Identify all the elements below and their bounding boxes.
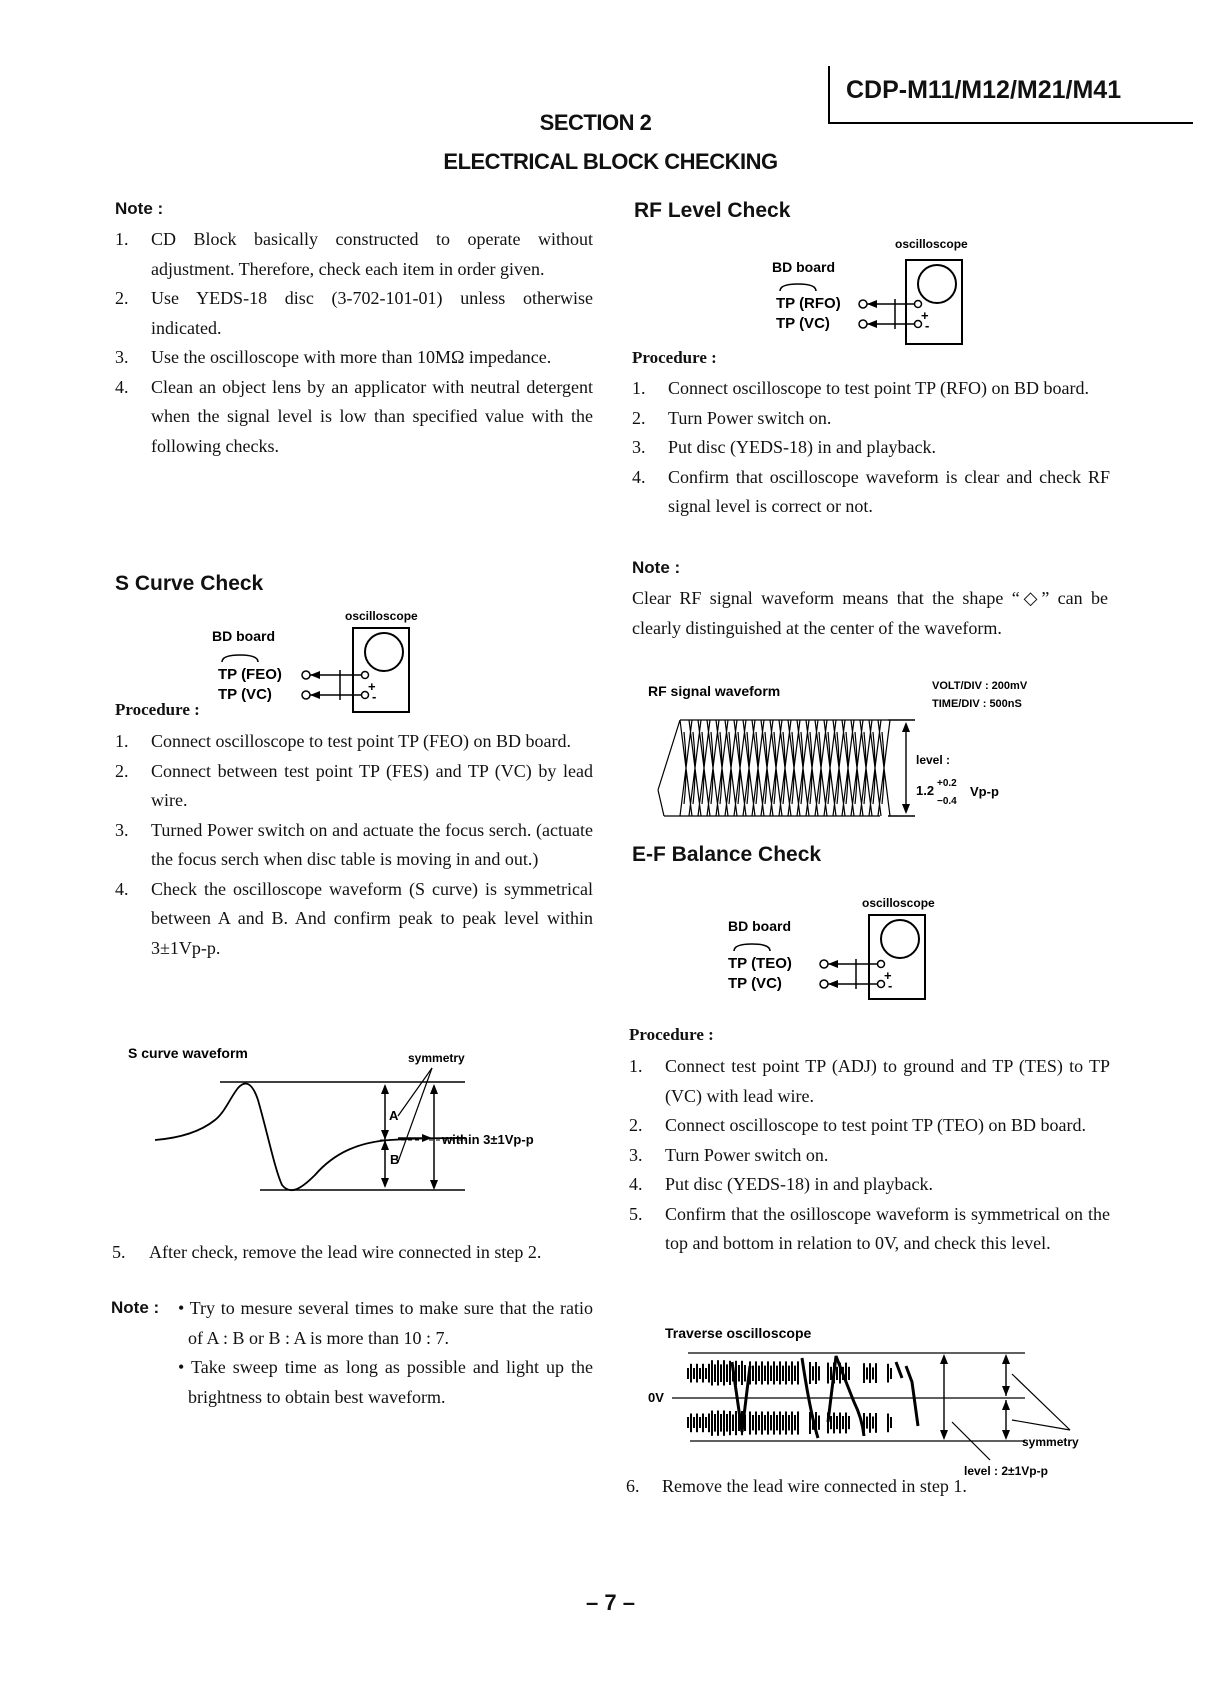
list-item: 3. Turn Power switch on. [629,1144,829,1165]
model-number: CDP-M11/M12/M21/M41 [846,76,1122,104]
s-curve-waveform [120,1040,580,1205]
note-item: • Take sweep time as long as possible and light up the brightness to obtain best waveform. [178,1357,593,1407]
ef-step6 [626,1472,1110,1502]
list-item: 1. Connect oscilloscope to test point TP (FEO) on BD board. [115,731,571,751]
rf-steps [632,374,1110,522]
traverse-signal [688,1356,918,1438]
list-item: 5. After check, remove the lead wire connected in step 2. [112,1242,542,1262]
scope-screen [918,265,956,303]
tp-vc-label: TP (VC) [776,315,830,332]
page-number: – 7 – [586,1590,635,1615]
board-label: BD board [212,628,275,644]
time-div: TIME/DIV : 500nS [932,698,1022,710]
rf-eye-pattern [658,720,890,816]
rf-note-label: Note : [632,558,681,577]
ef-balance-title: E-F Balance Check [632,843,822,866]
tp-vc-label: TP (VC) [728,975,782,992]
rf-caption: RF signal waveform [648,683,781,699]
note-label: Note : [115,199,164,218]
list-item: 3. Use the oscilloscope with more than 10MΩ impedance. [115,347,552,367]
svg-text:-: - [372,689,377,704]
symmetry-label: symmetry [408,1051,465,1065]
list-item: 2. Connect between test point TP (FES) and TP (VC) by lead wire. [115,760,593,810]
list-item: 3. Put disc (YEDS-18) in and playback. [632,437,936,457]
list-item: 5. Confirm that the osilloscope waveform is symmetrical on the top and bottom in relation to 0V, and check this level. [629,1203,1110,1253]
svg-text:1.2: 1.2 [916,783,935,798]
list-item: 2. Use YEDS-18 disc (3-702-101-01) unless otherwise indicated. [115,288,593,338]
scope-label: oscilloscope [345,609,418,623]
list-item: 4. Check the oscilloscope waveform (S curve) is symmetrical between A and B. And confirm peak to peak level within 3±1Vp-p. [115,878,593,958]
rf-procedure-label: Procedure : [632,348,717,367]
svg-text:+: + [921,308,929,323]
traverse-caption: Traverse oscilloscope [665,1325,812,1341]
scope-label: oscilloscope [895,237,968,251]
s-curve-connection-diagram [200,600,440,720]
list-item: 2. Turn Power switch on. [632,407,832,428]
ef-procedure-label: Procedure : [629,1025,714,1044]
scope-screen [881,920,919,958]
section-title: ELECTRICAL BLOCK CHECKING [443,149,778,174]
svg-text:A: A [389,1108,399,1123]
rf-level-title: RF Level Check [634,199,791,222]
section-number: SECTION 2 [539,110,652,135]
rf-connection-diagram [760,228,1000,348]
s-curve-caption: S curve waveform [128,1045,248,1061]
list-item: 1. Connect test point TP (ADJ) to ground and TP (TES) to TP (VC) with lead wire. [629,1056,1110,1106]
list-item: 1. CD Block basically constructed to operate without adjustment. Therefore, check each item in order given. [115,229,593,279]
tp-rfo-label: TP (RFO) [776,295,841,312]
svg-text:-: - [888,978,893,993]
note-item: • Try to mesure several times to make sure that the ratio of A : B or B : A is more than 10 : 7. [178,1298,593,1348]
s-curve-note-label: Note : [111,1298,160,1317]
tp-vc-label: TP (VC) [218,686,272,703]
list-item: 4. Clean an object lens by an applicator with neutral detergent when the signal level is low than specified value with the following checks. [115,376,593,456]
svg-text:+: + [884,968,892,983]
board-label: BD board [772,259,835,275]
svg-text:level :: level : [916,753,951,767]
tp-feo-label: TP (FEO) [218,666,282,683]
rf-hatch [658,720,890,816]
list-item: 2. Connect oscilloscope to test point TP (TEO) on BD board. [629,1115,1086,1135]
volt-div: VOLT/DIV : 200mV [932,680,1028,692]
level-label: level : 2±1Vp-p [964,1464,1048,1478]
list-item: 3. Turned Power switch on and actuate the focus serch. (actuate the focus serch when disc table is moving in and out.) [115,819,593,869]
tp-teo-label: TP (TEO) [728,955,792,972]
svg-text:−0.4: −0.4 [937,796,957,807]
rf-note-text: Clear RF signal waveform means that the shape “◇” can be clearly distinguished at the center of the waveform. [632,588,1108,638]
ef-connection-diagram [716,893,956,1013]
svg-text:B: B [390,1152,400,1167]
s-curve-title: S Curve Check [115,572,264,595]
symmetry-label: symmetry [1022,1435,1079,1449]
svg-text:+: + [368,679,376,694]
svg-text:-: - [925,318,930,333]
s-curve-step5 [112,1238,593,1268]
note-list [115,225,593,461]
svg-text:Vp-p: Vp-p [970,784,999,799]
board-label: BD board [728,918,791,934]
s-curve-procedure-label: Procedure : [115,700,200,719]
list-item: 4. Put disc (YEDS-18) in and playback. [629,1174,933,1194]
svg-text:+0.2: +0.2 [937,778,957,789]
zero-volt-label: 0V [648,1390,664,1405]
scope-label: oscilloscope [862,896,935,910]
traverse-waveform [650,1322,1110,1477]
within-label: within 3±1Vp-p [442,1132,534,1147]
rf-signal-waveform [640,672,1110,832]
s-curve-steps [115,727,593,963]
list-item: 4. Confirm that oscilloscope waveform is clear and check RF signal level is correct or not. [632,466,1110,516]
ef-steps [629,1052,1110,1259]
list-item: 6. Remove the lead wire connected in step 1. [626,1476,967,1496]
s-curve-notes [178,1294,593,1412]
scope-screen [365,633,403,671]
list-item: 1. Connect oscilloscope to test point TP (RFO) on BD board. [632,378,1089,398]
